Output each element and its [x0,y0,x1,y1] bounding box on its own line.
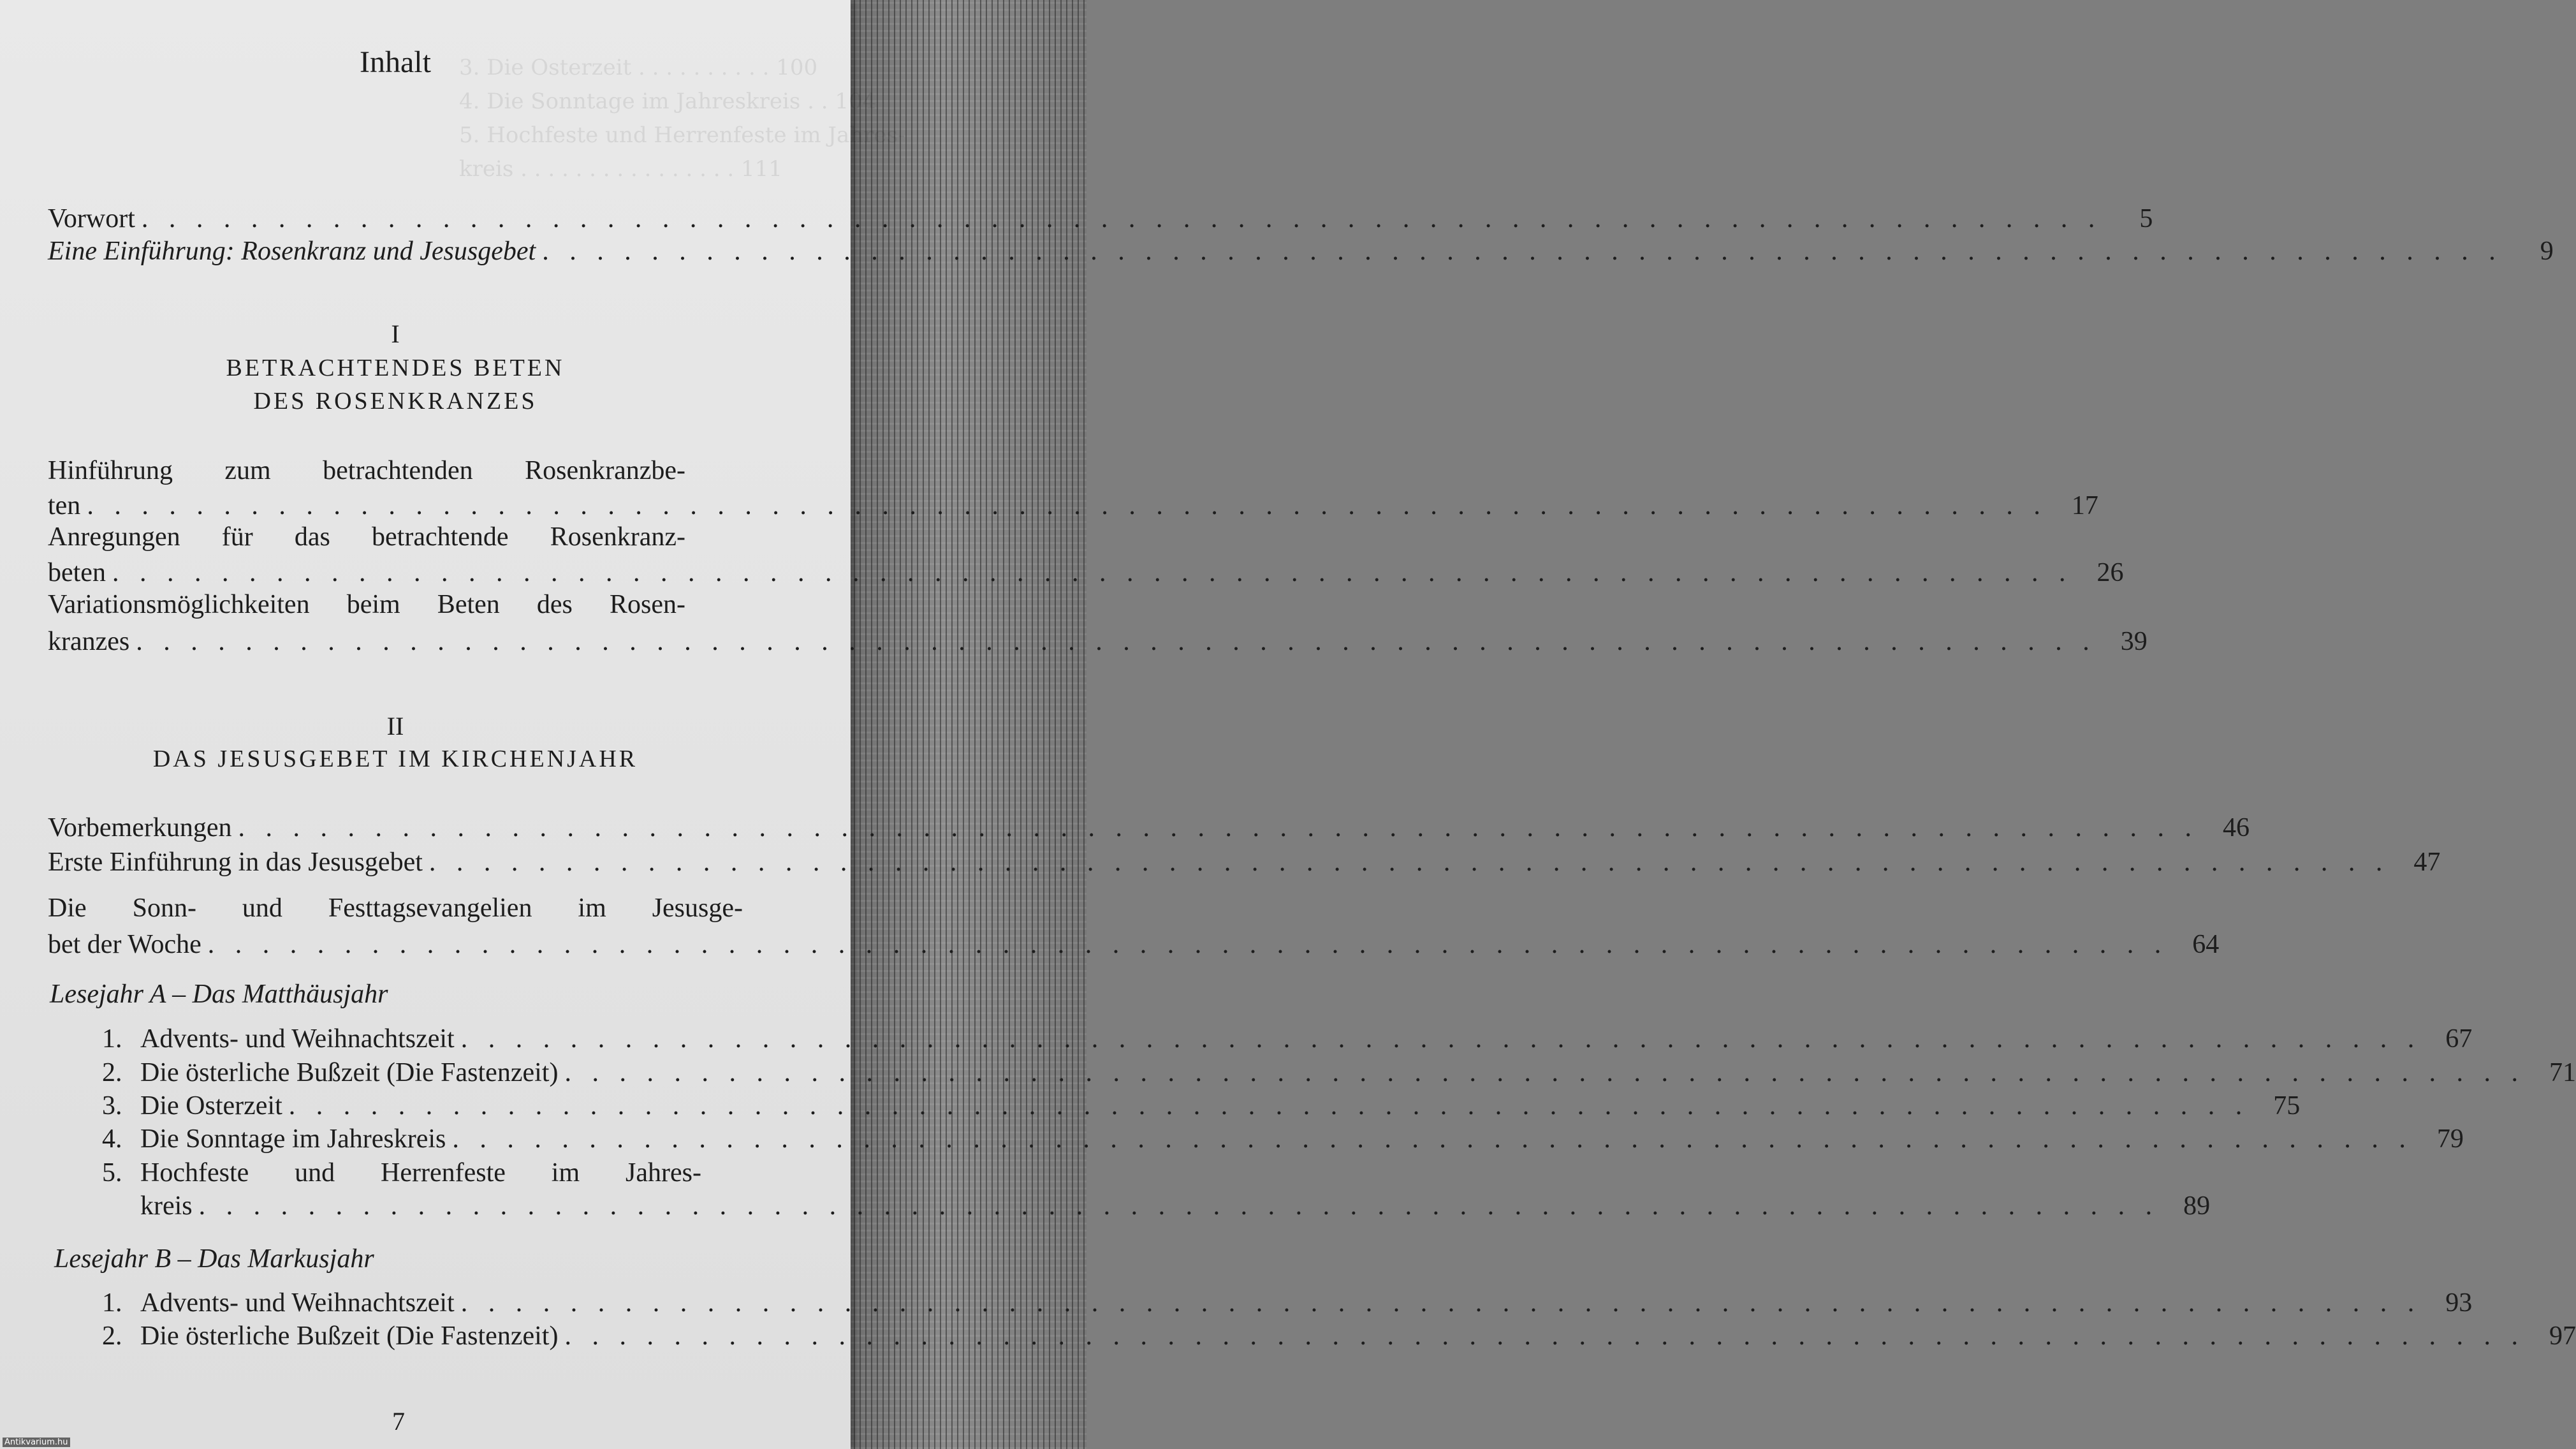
toc-entry-einfuehrung[interactable] [48,237,2554,266]
leader-dots [112,559,2073,586]
entry-page: 71 [2549,1058,2576,1087]
toc-entry-erste-einfuehrung[interactable] [48,848,2441,877]
entry-label: Die österliche Bußzeit (Die Fastenzeit) [140,1058,559,1087]
toc-entry-a-1[interactable] [102,1024,2473,1054]
toc-entry-b-2[interactable] [102,1321,2576,1351]
leader-dots [461,1026,2422,1052]
leader-dots [208,931,2169,958]
toc-entry-vorbemerkungen[interactable] [48,813,2250,842]
subsection-title: Lesejahr A – Das Matthäusjahr [50,980,388,1009]
entry-page: 89 [2183,1191,2211,1221]
page-number: 7 [392,1407,405,1436]
entry-page: 75 [2273,1091,2301,1121]
entry-page: 9 [2540,237,2554,266]
leader-dots [199,1193,2160,1219]
entry-line: Die Sonn- und Festtagsevangelien im Jesusge- [48,894,743,923]
entry-label: Die Osterzeit [140,1091,282,1121]
entry-page: 79 [2436,1124,2464,1154]
entry-label: Advents- und Weihnachtszeit [140,1288,455,1318]
part-heading: DES ROSENKRANZES [253,388,538,415]
toc-entry-a-4[interactable] [102,1124,2464,1154]
entry-number: 1. [102,1024,122,1054]
entry-number: 4. [102,1124,122,1154]
toc-entry-a-2[interactable] [102,1058,2576,1087]
leader-dots [238,814,2199,841]
leader-dots [289,1092,2250,1119]
toc-entry-b-1[interactable] [102,1288,2473,1318]
leader-dots [136,628,2097,655]
entry-page: 17 [2071,491,2098,520]
watermark: Antikvarium.hu [3,1438,70,1447]
subsection-title: Lesejahr B – Das Markusjahr [54,1244,374,1274]
entry-label: Erste Einführung in das Jesusgebet [48,848,423,877]
entry-page: 46 [2222,813,2250,842]
entry-page: 5 [2139,204,2153,233]
entry-label: ten [48,491,81,520]
part-number: I [391,320,400,348]
show-through-text: 3. Die Osterzeit . . . . . . . . . . 100 4. Die Sonntage im Jahreskreis . . 104 5. Hochfeste und Herrenfeste im Jahres- kreis . . . . . . . . . . . . . . . . 111 [459,55,905,182]
leader-dots [429,849,2390,876]
leader-dots [142,205,2102,232]
part-heading: BETRACHTENDES BETEN [226,355,565,381]
entry-page: 67 [2445,1024,2473,1054]
toc-entry-vorwort[interactable] [48,204,2153,233]
entry-line: Variationsmöglichkeiten beim Beten des Rosen- [48,590,685,619]
leader-dots [452,1126,2413,1152]
entry-number: 1. [102,1288,122,1318]
entry-label: Advents- und Weihnachtszeit [140,1024,455,1054]
entry-page: 26 [2097,558,2124,587]
entry-label: beten [48,558,106,587]
toc-entry-a-3[interactable] [102,1091,2301,1121]
entry-number: 2. [102,1058,122,1087]
part-heading: DAS JESUSGEBET IM KIRCHENJAHR [152,746,638,772]
leader-dots [564,1323,2525,1350]
toc-entry-hinfuehrung[interactable] [48,491,2098,520]
toc-entry-variationen[interactable] [48,627,2148,656]
toc-entry-sonntagsevangelien[interactable] [48,930,2220,959]
leader-dots [564,1059,2525,1086]
entry-label: kranzes [48,627,130,656]
leader-dots [542,238,2503,265]
entry-page: 47 [2413,848,2441,877]
entry-page: 64 [2192,930,2220,959]
toc-entry-anregungen[interactable] [48,558,2124,587]
entry-label: Eine Einführung: Rosenkranz und Jesusgebet [48,237,536,266]
toc-entry-a-5[interactable] [140,1191,2211,1221]
entry-line: Hinführung zum betrachtenden Rosenkranzbe- [48,456,685,485]
entry-page: 39 [2120,627,2148,656]
entry-line: Anregungen für das betrachtende Rosenkranz- [48,522,685,552]
entry-label: Vorwort [48,204,135,233]
entry-page: 97 [2549,1321,2576,1351]
toc-entry-a-5-line1 [102,1159,746,1186]
entry-label: Die österliche Bußzeit (Die Fastenzeit) [140,1321,559,1351]
entry-label: Die Sonntage im Jahreskreis [140,1124,446,1154]
page-title: Inhalt [360,45,431,79]
leader-dots [87,492,2047,519]
entry-line: Hochfeste und Herrenfeste im Jahres- [140,1158,701,1188]
part-number: II [386,712,404,740]
entry-number: 2. [102,1321,122,1351]
entry-label: Vorbemerkungen [48,813,232,842]
entry-page: 93 [2445,1288,2473,1318]
leader-dots [461,1290,2422,1316]
entry-number: 5. [102,1158,122,1188]
entry-number: 3. [102,1091,122,1121]
entry-label: bet der Woche [48,930,201,959]
entry-label: kreis [140,1191,193,1221]
